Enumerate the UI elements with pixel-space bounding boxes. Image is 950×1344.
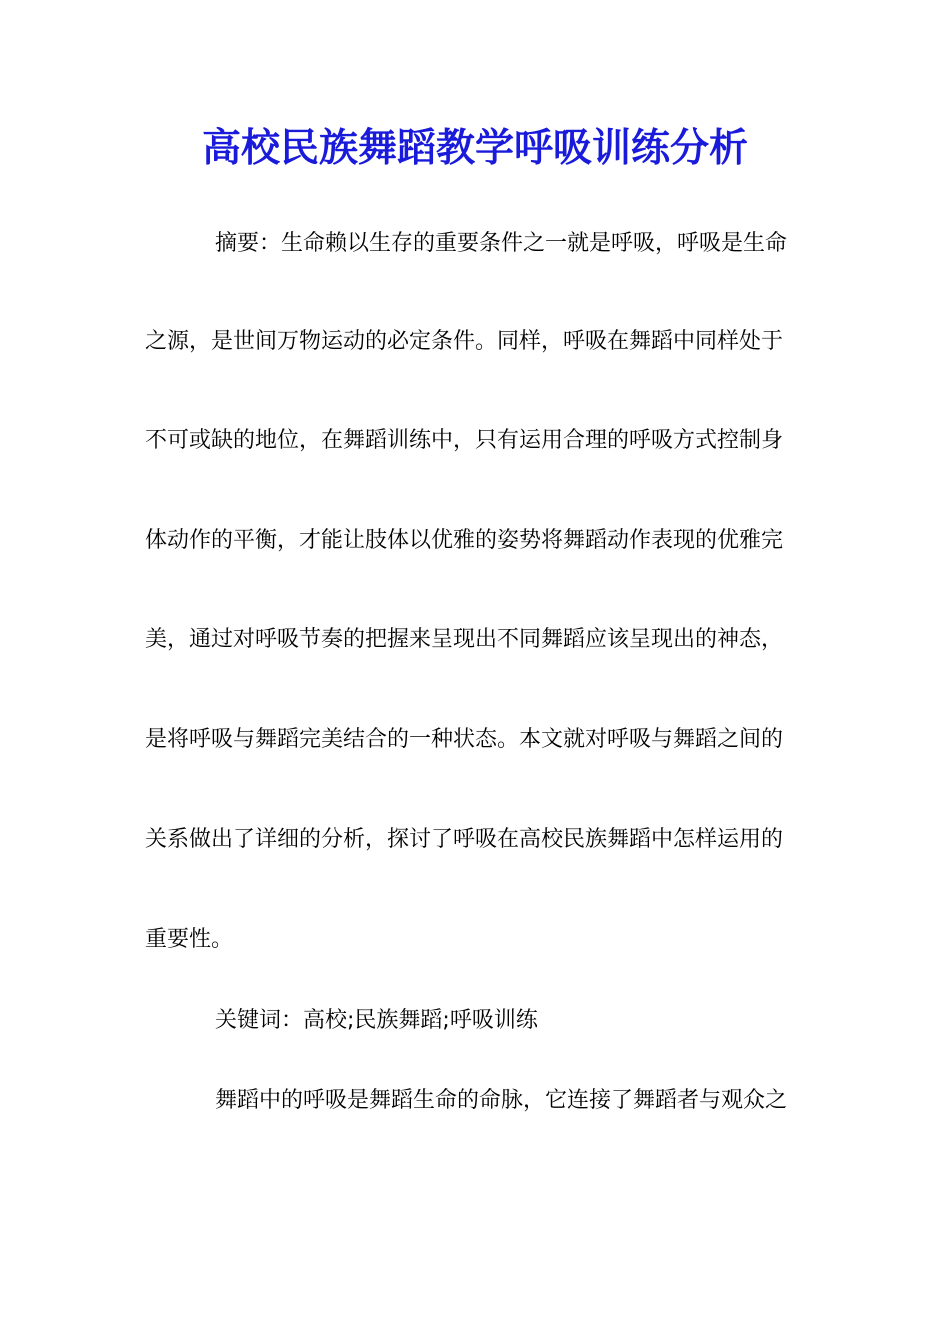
abstract-line-7: 关系做出了详细的分析，探讨了呼吸在高校民族舞蹈中怎样运用的	[145, 827, 784, 852]
abstract-line-1: 摘要：生命赖以生存的重要条件之一就是呼吸，呼吸是生命	[215, 231, 788, 256]
document-title: 高校民族舞蹈教学呼吸训练分析	[201, 125, 748, 171]
abstract-line-4: 体动作的平衡，才能让肢体以优雅的姿势将舞蹈动作表现的优雅完	[145, 528, 784, 553]
abstract-line-8: 重要性。	[145, 927, 234, 952]
body-paragraph-line-1: 舞蹈中的呼吸是舞蹈生命的命脉，它连接了舞蹈者与观众之	[215, 1088, 788, 1113]
abstract-line-3: 不可或缺的地位，在舞蹈训练中，只有运用合理的呼吸方式控制身	[145, 428, 784, 453]
abstract-line-5: 美，通过对呼吸节奏的把握来呈现出不同舞蹈应该呈现出的神态，	[145, 627, 784, 652]
abstract-line-6: 是将呼吸与舞蹈完美结合的一种状态。本文就对呼吸与舞蹈之间的	[145, 727, 784, 752]
abstract-line-2: 之源，是世间万物运动的必定条件。同样，呼吸在舞蹈中同样处于	[145, 329, 784, 354]
keywords-line: 关键词：高校;民族舞蹈;呼吸训练	[215, 1008, 538, 1033]
